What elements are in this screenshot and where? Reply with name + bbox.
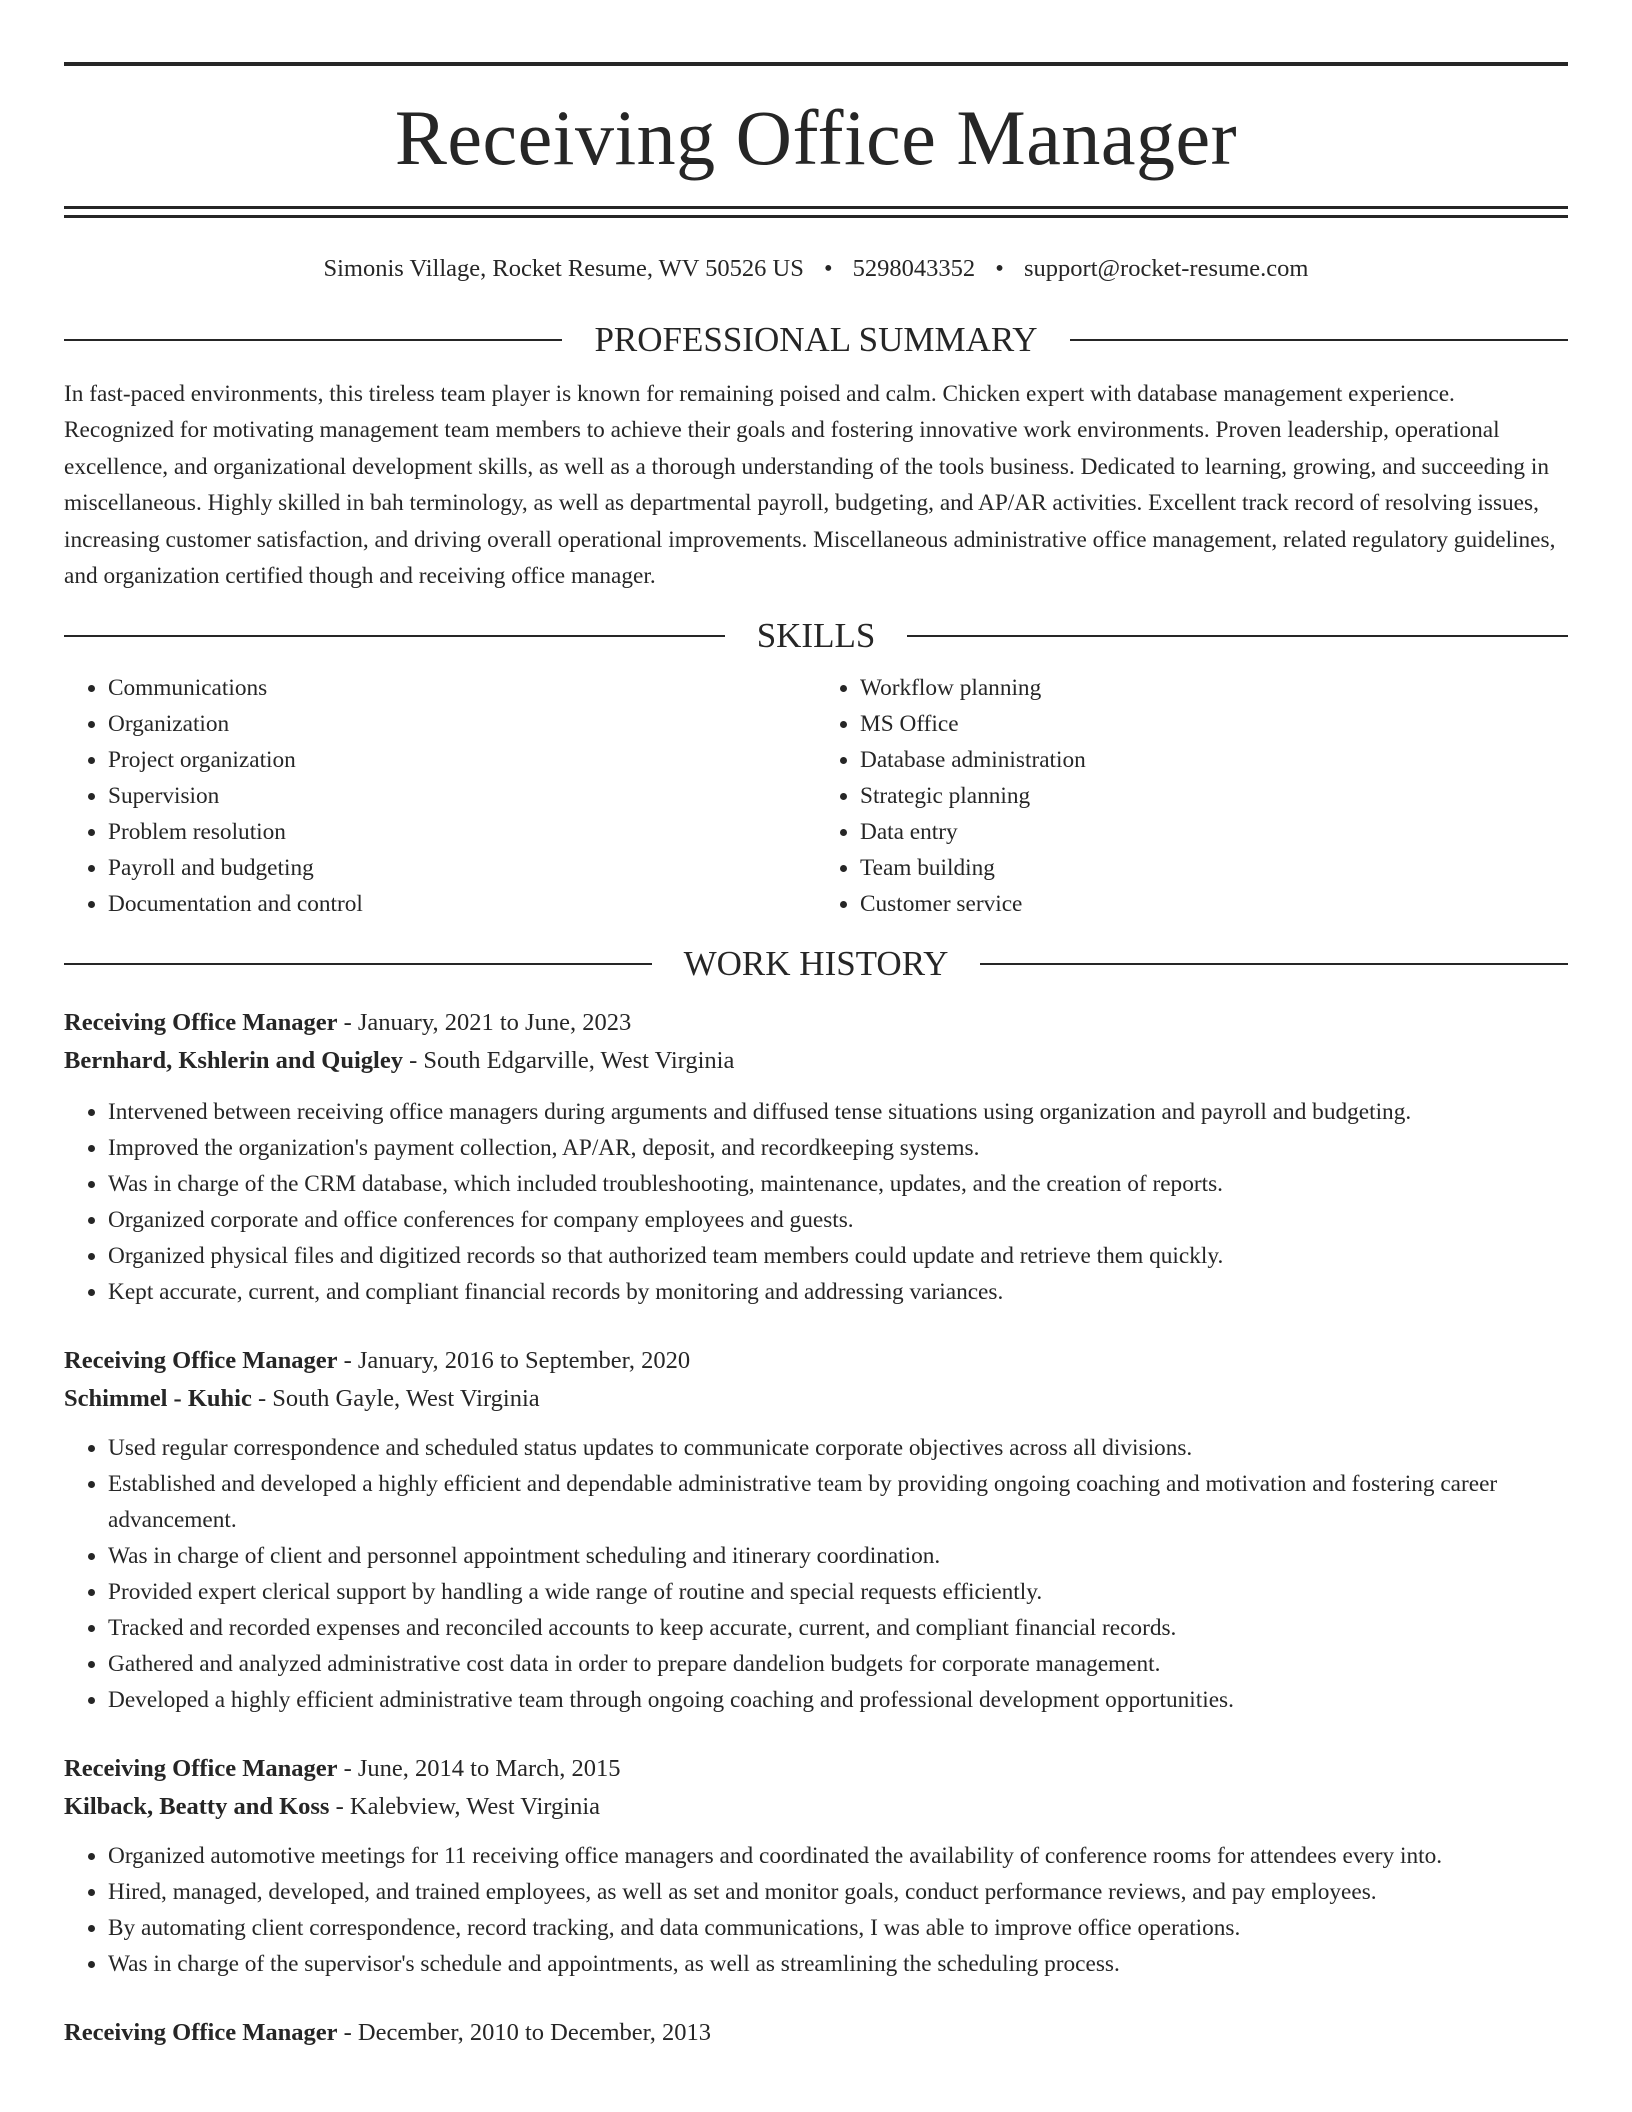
bullet-item: • Developed a highly efficient administrative team through ongoing coaching and professional development opportunities. [108, 1682, 1568, 1718]
job-company-line [64, 1788, 1568, 1826]
job-entry [64, 1750, 1568, 1982]
job-title: Receiving Office Manager [64, 2019, 338, 2047]
skill-item: • Payroll and budgeting [108, 850, 816, 886]
company-location: - South Edgarville, West Virginia [409, 1047, 735, 1075]
bullet-item: • Hired, managed, developed, and trained employees, as well as set and monitor goals, conduct performance reviews, and pay employees. [108, 1874, 1568, 1910]
job-title-line [64, 1342, 1568, 1380]
job-bullets [64, 1838, 1568, 1982]
job-title: Receiving Office Manager [64, 1755, 338, 1783]
heading-rule [64, 339, 562, 341]
job-title: Receiving Office Manager [64, 1347, 338, 1375]
job-company-line [64, 1042, 1568, 1080]
bullet-item: • Tracked and recorded expenses and reconciled accounts to keep accurate, current, and compliant financial records. [108, 1610, 1568, 1646]
bullet-item: • Established and developed a highly efficient and dependable administrative team by providing ongoing coaching and motivation and fostering career advancement. [108, 1466, 1568, 1538]
job-dates: - December, 2010 to December, 2013 [343, 2019, 712, 2047]
bullet-item: • Used regular correspondence and scheduled status updates to communicate corporate objectives across all divisions. [108, 1430, 1568, 1466]
company-location: - South Gayle, West Virginia [257, 1385, 540, 1413]
skill-item: • Documentation and control [108, 886, 816, 922]
skills-column-right [816, 670, 1568, 922]
bullet-item: • Intervened between receiving office managers during arguments and diffused tense situations using organization and payroll and budgeting. [108, 1094, 1568, 1130]
bullet-item: • Was in charge of the supervisor's schedule and appointments, as well as streamlining the scheduling process. [108, 1946, 1568, 1982]
job-dates: - January, 2016 to September, 2020 [343, 1347, 691, 1375]
section-title: SKILLS [756, 616, 876, 656]
phone: 5298043352 [852, 255, 976, 282]
heading-rule [980, 963, 1568, 965]
section-title: PROFESSIONAL SUMMARY [594, 320, 1038, 359]
bullet-item: • Gathered and analyzed administrative cost data in order to prepare dandelion budgets for corporate management. [108, 1646, 1568, 1682]
bullet-item: • Was in charge of the CRM database, which included troubleshooting, maintenance, updates, and the creation of reports. [108, 1166, 1568, 1202]
address: Simonis Village, Rocket Resume, WV 50526 US [323, 255, 804, 282]
resume-page [64, 0, 1568, 2052]
top-rule [64, 62, 1568, 66]
skill-item: • Strategic planning [860, 778, 1568, 814]
skill-item: • Project organization [108, 742, 816, 778]
company-name: Kilback, Beatty and Koss [64, 1793, 330, 1821]
bullet-item: • Organized physical files and digitized records so that authorized team members could update and retrieve them quickly. [108, 1238, 1568, 1274]
heading-rule [907, 635, 1568, 637]
heading-rule [64, 963, 652, 965]
double-rule [64, 206, 1568, 218]
job-bullets [64, 1430, 1568, 1718]
skill-item: • Supervision [108, 778, 816, 814]
skill-item: • Problem resolution [108, 814, 816, 850]
separator: • [823, 255, 833, 282]
job-title-line [64, 1004, 1568, 1042]
section-title: WORK HISTORY [683, 944, 949, 984]
bullet-item: • Provided expert clerical support by handling a wide range of routine and special requests efficiently. [108, 1574, 1568, 1610]
skill-item: • Workflow planning [860, 670, 1568, 706]
summary-heading [64, 320, 1568, 360]
job-entry [64, 1342, 1568, 1718]
bullet-item: • By automating client correspondence, record tracking, and data communications, I was able to improve office operations. [108, 1910, 1568, 1946]
skills-heading [64, 616, 1568, 656]
job-entry [64, 1004, 1568, 1310]
bullet-item: • Organized automotive meetings for 11 receiving office managers and coordinated the availability of conference rooms for attendees every into. [108, 1838, 1568, 1874]
job-title-line [64, 2014, 1568, 2052]
heading-rule [64, 635, 725, 637]
skill-item: • Customer service [860, 886, 1568, 922]
skill-item: • Communications [108, 670, 816, 706]
job-company-line [64, 1380, 1568, 1418]
bullet-item: • Organized corporate and office conferences for company employees and guests. [108, 1202, 1568, 1238]
company-name: Bernhard, Kshlerin and Quigley [64, 1047, 403, 1075]
job-entry [64, 2014, 1568, 2052]
heading-rule [1070, 339, 1568, 341]
bullet-item: • Kept accurate, current, and compliant financial records by monitoring and addressing variances. [108, 1274, 1568, 1310]
skill-item: • Team building [860, 850, 1568, 886]
work-heading [64, 944, 1568, 984]
job-dates: - June, 2014 to March, 2015 [343, 1755, 621, 1783]
skills-list [64, 670, 1568, 922]
company-location: - Kalebview, West Virginia [335, 1793, 601, 1821]
skill-item: • Organization [108, 706, 816, 742]
skill-item: • Data entry [860, 814, 1568, 850]
job-bullets [64, 1094, 1568, 1310]
job-title: Receiving Office Manager [64, 1009, 338, 1037]
bullet-item: • Improved the organization's payment collection, AP/AR, deposit, and recordkeeping systems. [108, 1130, 1568, 1166]
company-name: Schimmel - Kuhic [64, 1385, 252, 1413]
job-dates: - January, 2021 to June, 2023 [343, 1009, 632, 1037]
contact-line [64, 254, 1568, 284]
job-title-line [64, 1750, 1568, 1788]
skills-column-left [64, 670, 816, 922]
skill-item: • MS Office [860, 706, 1568, 742]
bullet-item: • Was in charge of client and personnel appointment scheduling and itinerary coordination. [108, 1538, 1568, 1574]
skill-item: • Database administration [860, 742, 1568, 778]
resume-title: Receiving Office Manager [394, 94, 1238, 181]
separator: • [995, 255, 1004, 282]
summary-text: In fast-paced environments, this tireless team player is known for remaining poised and calm. Chicken expert with database management experience. Recognized for motivating management team members to achieve their goals and fostering innovative work environments. Proven leadership, operational excellence, and organizational development skills, as well as a thorough understanding of the tools business. Dedicated to learning, growing, and succeeding in miscellaneous. Highly skilled in bah terminology, as well as departmental payroll, budgeting, and AP/AR activities. Excellent track record of resolving issues, increasing customer satisfaction, and driving overall operational improvements. Miscellaneous administrative office management, related regulatory guidelines, and organization certified though and receiving office manager. [64, 381, 1556, 590]
email[interactable]: support@rocket-resume.com [1024, 255, 1309, 282]
